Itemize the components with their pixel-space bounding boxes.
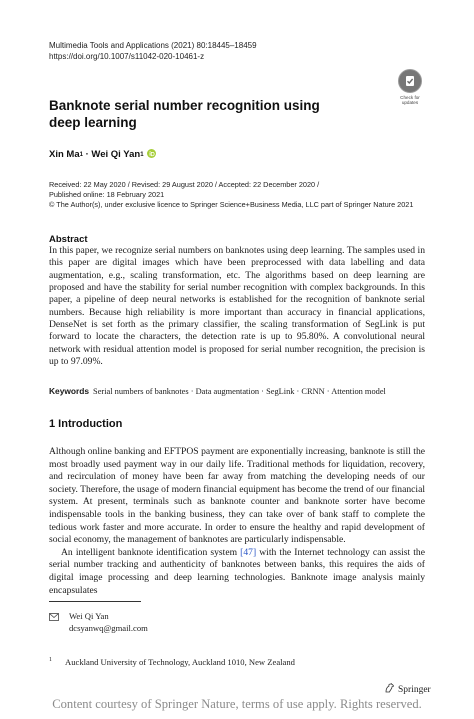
corresponding-author <box>49 610 148 634</box>
check-for-updates-label: Check for updates <box>400 95 420 105</box>
check-for-updates-icon <box>398 69 422 93</box>
journal-header <box>49 40 257 62</box>
section-heading-introduction: 1 Introduction <box>49 418 123 430</box>
springer-horse-icon <box>384 683 395 696</box>
affiliation-text: Auckland University of Technology, Auckland 1010, New Zealand <box>65 657 295 667</box>
copyright-line: © The Author(s), under exclusive licence to Springer Science+Business Media, LLC part of Springer Nature 2021 <box>49 200 414 209</box>
footnote-divider <box>49 601 141 602</box>
affiliation-sup: 1 <box>49 657 52 664</box>
author-name[interactable]: Wei Qi Yan <box>91 149 141 160</box>
envelope-icon <box>49 610 61 634</box>
publisher-name: Springer <box>398 684 431 695</box>
keywords-list: Serial numbers of banknotes · Data augmentation · SegLink · CRNN · Attention model <box>93 387 386 396</box>
publisher-logo <box>384 683 431 696</box>
citation-link[interactable]: [47] <box>240 546 257 558</box>
published-online-date: Published online: 18 February 2021 <box>49 190 165 199</box>
publication-dates <box>49 180 413 210</box>
courtesy-watermark: Content courtesy of Springer Nature, terms of use apply. Rights reserved. <box>52 697 422 711</box>
author-list <box>49 149 156 160</box>
check-for-updates-badge[interactable] <box>397 69 423 103</box>
author-affil-sup: 1 <box>140 151 144 158</box>
intro-paragraph <box>49 547 425 597</box>
intro-paragraph: Although online banking and EFTPOS payment are exponentially increasing, banknote is still the most broadly used payment way in our daily life. Traditional methods for liquidation, recovery, and recirculation of money have been far away from matching the developing needs of our society. Therefore, the usage of modern financial equipment has become the trend of our financial system. At present, terminals such as banknote counter and banknote sorter have become indispensable tools in the banking business, they can take over of bank staff to complete the tedious work faster and more accurate. In order to ensure the healthy and rapid development of social economy, the management of banknotes are particularly indispensable. <box>49 446 425 546</box>
intro-text: with the Internet technology can assist the serial number tracking and authenticity of banknotes between banks, this requires the aids of digital image processing and deep learning technologies. Banknote image analysis mainly encapsulates <box>49 546 425 596</box>
author-affil-sup: 1 <box>79 151 83 158</box>
corresponding-author-name: Wei Qi Yan <box>69 611 109 621</box>
abstract-heading: Abstract <box>49 234 88 245</box>
history-dates: Received: 22 May 2020 / Revised: 29 August 2020 / Accepted: 22 December 2020 / <box>49 180 320 189</box>
orcid-icon[interactable] <box>147 149 156 158</box>
keywords <box>49 386 429 396</box>
journal-citation: Multimedia Tools and Applications (2021) 80:18445–18459 <box>49 41 257 50</box>
keywords-label: Keywords <box>49 386 90 396</box>
author-separator: · <box>82 149 92 160</box>
affiliation <box>49 657 295 667</box>
doi-link[interactable]: https://doi.org/10.1007/s11042-020-10461-z <box>49 52 205 61</box>
corresponding-author-email[interactable]: dcsyanwq@gmail.com <box>69 623 148 633</box>
author-name[interactable]: Xin Ma <box>49 149 80 160</box>
paper-title: Banknote serial number recognition using deep learning <box>49 98 320 130</box>
abstract-text: In this paper, we recognize serial numbers on banknotes using deep learning. The samples used in this paper are digital images which have been preprocessed with data labelling and data augmentation, e.g., scaling transformation, etc. The algorithms based on deep learning are proposed and have the stability for serial number recognition with complex backgrounds. In this paper, a pipeline of deep neural networks is established for the recognition of banknote serial numbers. Because high reliability is more important than accuracy in financial applications, DenseNet is set forth as the primary classifier, the scaling transformation of SegLink is put forward to locate the characters, the detection rate is up to 95.80%. A convolutional neural network with residual attention model is proposed for serial number recognition, the precision is up to 97.09%. <box>49 245 425 368</box>
intro-text: An intelligent banknote identification system <box>61 546 241 558</box>
introduction-body <box>49 446 425 597</box>
